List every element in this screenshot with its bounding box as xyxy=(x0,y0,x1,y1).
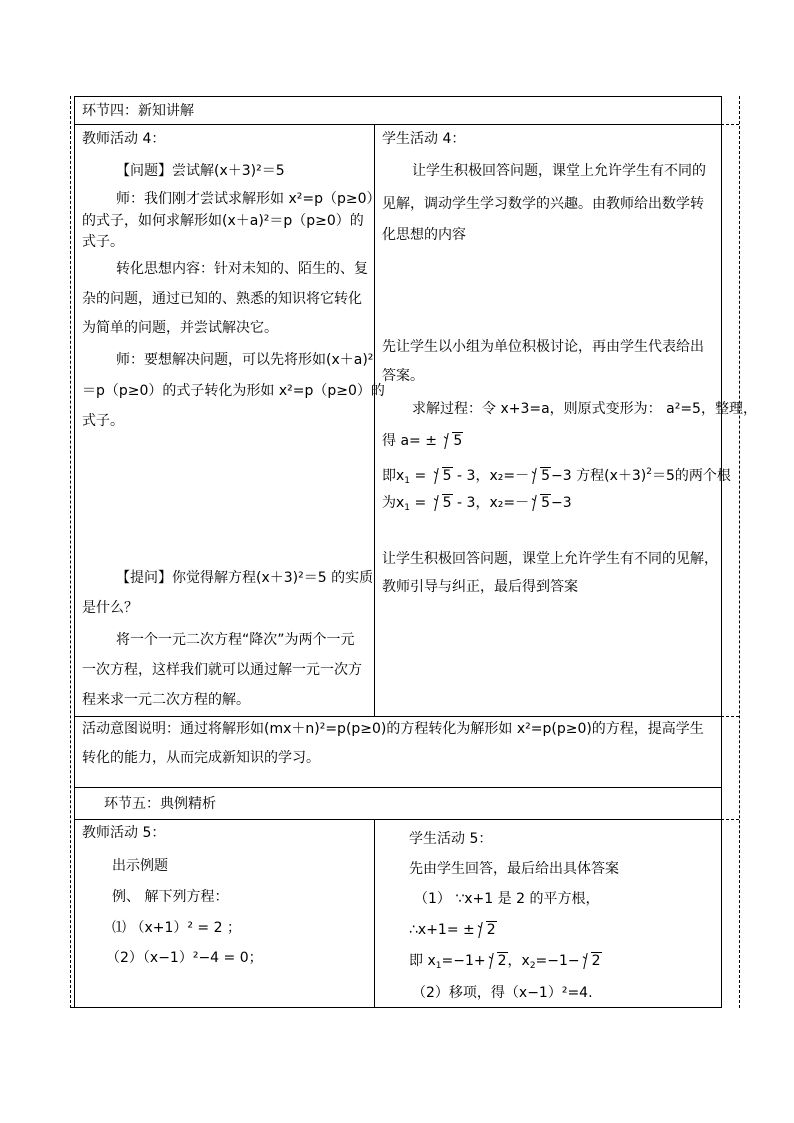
row-divider xyxy=(74,787,721,788)
teacher-text: 例、 解下列方程： xyxy=(112,889,229,905)
section5-title: 环节五：典例精析 xyxy=(104,796,216,812)
row-divider xyxy=(74,819,721,820)
teacher-text: 师：要想解决问题，可以先将形如(x＋a)² xyxy=(116,352,374,368)
student-text: 先让学生以小组为单位积极讨论，再由学生代表给出 xyxy=(382,339,704,355)
teacher-text: 杂的问题，通过已知的、熟悉的知识将它转化 xyxy=(82,291,362,307)
teacher-text: 出示例题 xyxy=(112,858,168,874)
table-left-border xyxy=(74,96,75,1008)
teacher-text: 的式子，如何求解形如(x＋a)²＝p（p≥0）的 xyxy=(82,213,364,229)
student-text: 见解，调动学生学习数学的兴趣。由教师给出数学转 xyxy=(382,196,704,212)
student-text: 让学生积极回答问题，课堂上允许学生有不同的 xyxy=(412,163,706,179)
table-bottom-border xyxy=(70,1007,721,1008)
student-text: 答案。 xyxy=(382,368,424,384)
teacher-text: 将一个一元二次方程“降次”为两个一元 xyxy=(116,632,355,648)
student-text: （1） ∵x+1 是 2 的平方根， xyxy=(414,891,600,907)
table-top-border xyxy=(74,96,721,97)
student-math-line: ∴x+1= ± 2 xyxy=(409,922,496,938)
intent-text: 转化的能力，从而完成新知识的学习。 xyxy=(82,750,320,766)
teacher-text: 是什么？ xyxy=(82,600,138,616)
teacher-text: 一次方程，这样我们就可以通过解一元一次方 xyxy=(82,662,362,678)
section4-title: 环节四：新知讲解 xyxy=(82,103,194,119)
student-text: 化思想的内容 xyxy=(382,227,466,243)
student-heading-4: 学生活动 4： xyxy=(382,131,466,147)
row-divider-dashed xyxy=(721,819,739,820)
teacher-text: 【问题】尝试解(x＋3)²＝5 xyxy=(116,163,285,179)
student-math-line: 即 $x_1=-1+$ 2，$x_2=-1-$ 2 xyxy=(409,953,601,971)
teacher-text: （2）（x−1）²−4 = 0； xyxy=(106,950,263,966)
table-right-dashed xyxy=(739,96,740,1008)
teacher-text: 为简单的问题，并尝试解决它。 xyxy=(82,320,278,336)
column-divider xyxy=(374,124,375,716)
row-divider xyxy=(74,124,721,125)
student-text: 先由学生回答，最后给出具体答案 xyxy=(409,861,619,877)
student-text: 求解过程：令 x+3=a，则原式变形为： a²=5，整理， xyxy=(412,401,757,417)
teacher-text: ⑴ （x+1）² = 2 ； xyxy=(112,920,241,936)
row-divider-dashed xyxy=(721,716,739,717)
teacher-text: ＝p（p≥0）的式子转化为形如 x²=p（p≥0）的 xyxy=(82,383,385,399)
table-right-border xyxy=(721,96,722,1008)
student-text: （2）移项，得（x−1）²=4. xyxy=(412,985,593,1001)
intent-text: 活动意图说明：通过将解形如(mx＋n)²=p(p≥0)的方程转化为解形如 x²=p(p≥0)的方程，提高学生 xyxy=(82,721,704,737)
table-left-dashed xyxy=(70,96,71,1008)
student-math-line: 即$x_1$ = 5 - 3，x₂=－ 5−3 方程$(x+3)^2=5$的两个根 xyxy=(382,467,731,486)
row-divider xyxy=(74,716,721,717)
student-text: 让学生积极回答问题，课堂上允许学生有不同的见解， xyxy=(382,551,718,567)
column-divider xyxy=(374,819,375,1007)
teacher-heading-5: 教师活动 5： xyxy=(82,825,166,841)
student-text: 教师引导与纠正，最后得到答案 xyxy=(382,579,578,595)
student-math-line: 得 a= ± 5 xyxy=(382,433,463,449)
teacher-text: 【提问】你觉得解方程(x＋3)²＝5 的实质 xyxy=(116,570,374,586)
teacher-text: 式子。 xyxy=(82,413,124,429)
row-divider-dashed xyxy=(721,124,739,125)
teacher-text: 程来求一元二次方程的解。 xyxy=(82,692,250,708)
teacher-text: 式子。 xyxy=(82,234,124,250)
student-heading-5: 学生活动 5： xyxy=(409,831,493,847)
teacher-text: 转化思想内容：针对未知的、陌生的、复 xyxy=(116,261,368,277)
teacher-text: 师：我们刚才尝试求解形如 x²=p（p≥0） xyxy=(116,191,381,207)
teacher-heading-4: 教师活动 4： xyxy=(82,131,166,147)
student-math-line: 为$x_1$ = 5 - 3，x₂=－ 5−3 xyxy=(382,495,572,513)
